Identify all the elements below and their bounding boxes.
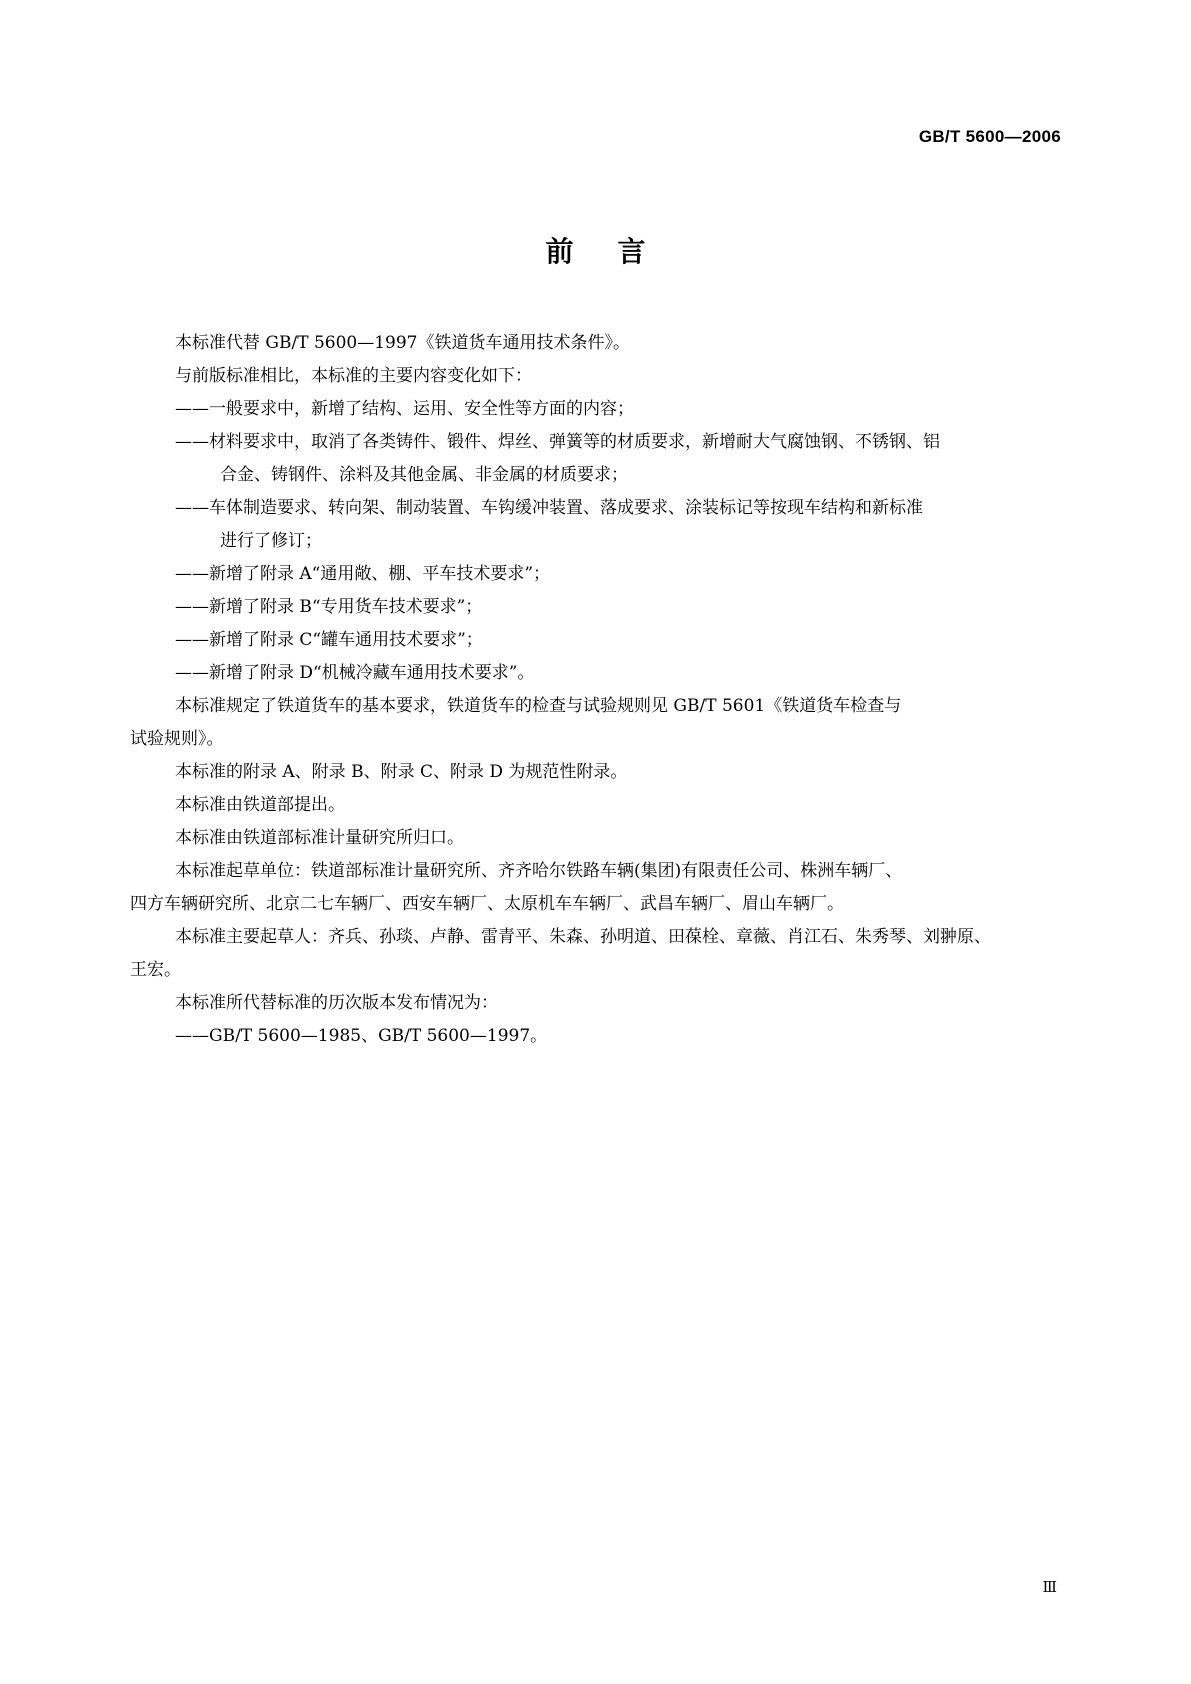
paragraph-proposed-by: 本标准由铁道部提出。 <box>175 795 345 815</box>
list-item: ——新增了附录 A“通用敞、棚、平车技术要求”； <box>175 564 551 584</box>
list-item: ——材料要求中，取消了各类铸件、锻件、焊丝、弹簧等的材质要求，新增耐大气腐蚀钢、不锈钢、铝 <box>175 432 940 452</box>
changes-list <box>130 393 1061 690</box>
list-item: ——车体制造要求、转向架、制动装置、车钩缓冲装置、落成要求、涂装标记等按现车结构和新标准 <box>175 498 923 518</box>
paragraph-replaces: 本标准代替 GB/T 5600—1997《铁道货车通用技术条件》。 <box>175 333 630 353</box>
list-item-continuation: 合金、铸钢件、涂料及其他金属、非金属的材质要求； <box>220 465 628 485</box>
paragraph-drafting-units-line2: 四方车辆研究所、北京二七车辆厂、西安车辆厂、太原机车车辆厂、武昌车辆厂、眉山车辆厂。 <box>130 894 844 914</box>
paragraph-managed-by: 本标准由铁道部标准计量研究所归口。 <box>175 828 464 848</box>
standard-code: GB/T 5600—2006 <box>918 127 1061 146</box>
paragraph-drafters-line2: 王宏。 <box>130 960 181 980</box>
paragraph-drafters-line1: 本标准主要起草人：齐兵、孙琰、卢静、雷青平、朱森、孙明道、田葆栓、章薇、肖江石、朱秀琴、刘翀原、 <box>175 927 991 947</box>
paragraph-annex-note: 本标准的附录 A、附录 B、附录 C、附录 D 为规范性附录。 <box>175 762 628 782</box>
paragraph-scope-line1: 本标准规定了铁道货车的基本要求，铁道货车的检查与试验规则见 GB/T 5601《铁道货车检查与 <box>175 696 902 716</box>
page-number: Ⅲ <box>1042 1578 1057 1596</box>
list-item-continuation: 进行了修订； <box>220 531 322 551</box>
list-item: ——新增了附录 B“专用货车技术要求”； <box>175 597 483 617</box>
list-item: ——一般要求中，新增了结构、运用、安全性等方面的内容； <box>175 399 634 419</box>
paragraph-history-intro: 本标准所代替标准的历次版本发布情况为： <box>175 993 498 1013</box>
page-title: 前言 <box>545 235 690 268</box>
history-item: ——GB/T 5600—1985、GB/T 5600—1997。 <box>175 1026 548 1046</box>
paragraph-drafting-units-line1: 本标准起草单位：铁道部标准计量研究所、齐齐哈尔铁路车辆(集团)有限责任公司、株洲车辆厂、 <box>175 861 903 881</box>
list-item: ——新增了附录 C“罐车通用技术要求”； <box>175 630 483 650</box>
list-item: ——新增了附录 D“机械冷藏车通用技术要求”。 <box>175 663 535 683</box>
paragraph-changes-intro: 与前版标准相比，本标准的主要内容变化如下： <box>175 366 532 386</box>
document-body <box>130 327 1061 1053</box>
paragraph-scope-line2: 试验规则》。 <box>130 729 224 749</box>
